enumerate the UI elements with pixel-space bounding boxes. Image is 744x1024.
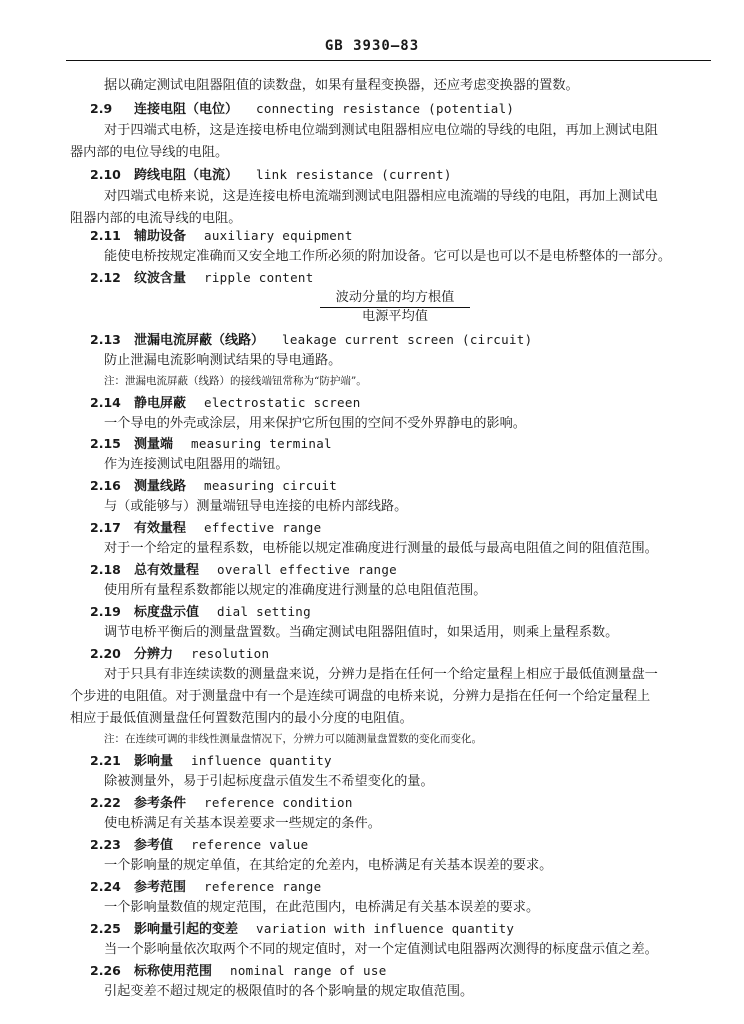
term-chinese: 连接电阻（电位） [134,102,239,117]
header-rule [66,60,711,61]
definition-line: 一个影响量的规定单值，在其给定的允差内，电桥满足有关基本误差的要求。 [104,858,553,873]
definition-line: 阻器内部的电流导线的电阻。 [70,211,242,226]
term-chinese: 有效量程 [134,521,187,536]
term-chinese: 参考范围 [134,880,187,895]
term-english: link resistance (current) [256,167,452,182]
term-chinese: 标称使用范围 [134,964,213,979]
term-2-18 [90,562,397,579]
definition-line: 一个影响量数值的规定范围，在此范围内，电桥满足有关基本误差的要求。 [104,900,540,915]
term-2-20 [90,646,269,663]
term-2-21 [90,753,332,770]
term-2-9 [90,101,514,118]
term-number: 2.14 [90,395,121,410]
term-2-13 [90,332,532,349]
note-line: 注：泄漏电流屏蔽（线路）的接线端钮常称为“防护端”。 [104,375,367,387]
term-english: overall effective range [217,562,398,577]
definition-line: 防止泄漏电流影响测试结果的导电通路。 [104,353,342,368]
term-chinese: 影响量 [134,754,174,769]
term-number: 2.16 [90,478,121,493]
term-2-26 [90,963,387,980]
term-chinese: 测量线路 [134,479,187,494]
term-2-16 [90,478,337,495]
term-number: 2.19 [90,604,121,619]
term-2-14 [90,395,361,412]
term-2-15 [90,436,332,453]
term-2-11 [90,228,353,245]
term-2-22 [90,795,353,812]
note-line: 注：在连续可调的非线性测量盘情况下，分辨力可以随测量盘置数的变化而变化。 [104,733,482,745]
term-number: 2.26 [90,963,121,978]
term-number: 2.18 [90,562,121,577]
term-chinese: 静电屏蔽 [134,396,187,411]
term-number: 2.10 [90,167,121,182]
definition-line: 相应于最低值测量盘任何置数范围内的最小分度的电阻值。 [70,711,413,726]
term-chinese: 辅助设备 [134,229,187,244]
term-2-24 [90,879,321,896]
term-2-23 [90,837,308,854]
definition-line: 对四端式电桥来说，这是连接电桥电流端到测试电阻器相应电流端的导线的电阻，再加上测试电 [104,189,658,204]
term-number: 2.20 [90,646,121,661]
term-english: auxiliary equipment [204,228,353,243]
term-chinese: 分辨力 [134,647,174,662]
term-english: resolution [191,646,270,661]
term-number: 2.24 [90,879,121,894]
term-chinese: 跨线电阻（电流） [134,168,239,183]
term-number: 2.17 [90,520,121,535]
term-chinese: 影响量引起的变差 [134,922,239,937]
term-2-25 [90,921,514,938]
term-chinese: 标度盘示值 [134,605,200,620]
term-english: leakage current screen (circuit) [282,332,533,347]
term-number: 2.12 [90,270,121,285]
term-number: 2.25 [90,921,121,936]
term-english: effective range [204,520,322,535]
term-number: 2.22 [90,795,121,810]
term-english: electrostatic screen [204,395,361,410]
term-number: 2.23 [90,837,121,852]
page-header: GB 3930—83 [324,38,420,54]
definition-line: 使电桥满足有关基本误差要求一些规定的条件。 [104,816,381,831]
formula-denominator: 电源平均值 [362,309,428,324]
definition-line: 引起变差不超过规定的极限值时的各个影响量的规定取值范围。 [104,984,474,999]
term-2-17 [90,520,321,537]
term-english: reference value [191,837,309,852]
term-english: influence quantity [191,753,332,768]
term-chinese: 参考值 [134,838,174,853]
term-english: variation with influence quantity [256,921,515,936]
term-chinese: 总有效量程 [134,563,200,578]
definition-line: 作为连接测试电阻器用的端钮。 [104,457,289,472]
term-number: 2.21 [90,753,121,768]
definition-line: 一个导电的外壳或涂层，用来保护它所包围的空间不受外界静电的影响。 [104,416,526,431]
definition-line: 调节电桥平衡后的测量盘置数。当确定测试电阻器阻值时，如果适用，则乘上量程系数。 [104,625,619,640]
term-chinese: 参考条件 [134,796,187,811]
definition-line: 除被测量外，易于引起标度盘示值发生不希望变化的量。 [104,774,434,789]
term-2-12 [90,270,314,287]
paragraph-line: 据以确定测试电阻器阻值的读数盘，如果有量程变换器，还应考虑变换器的置数。 [104,78,579,93]
definition-line: 个步进的电阻值。对于测量盘中有一个是连续可调盘的电桥来说，分辨力是指在任何一个给定量程上 [70,689,651,704]
term-2-19 [90,604,311,621]
term-english: nominal range of use [230,963,387,978]
term-2-10 [90,167,452,184]
definition-line: 能使电桥按规定准确而又安全地工作所必须的附加设备。它可以是也可以不是电桥整体的一部分。 [104,249,672,264]
definition-line: 器内部的电位导线的电阻。 [70,145,229,160]
definition-line: 对于四端式电桥，这是连接电桥电位端到测试电阻器相应电位端的导线的电阻，再加上测试电阻 [104,123,658,138]
term-english: measuring circuit [204,478,338,493]
term-chinese: 测量端 [134,437,174,452]
term-chinese: 泄漏电流屏蔽（线路） [134,333,265,348]
term-chinese: 纹波含量 [134,271,187,286]
definition-line: 与（或能够与）测量端钮导电连接的电桥内部线路。 [104,499,408,514]
term-english: ripple content [204,270,314,285]
definition-line: 对于只具有非连续读数的测量盘来说，分辨力是指在任何一个给定量程上相应于最低值测量盘一 [104,667,658,682]
term-number: 2.15 [90,436,121,451]
term-english: connecting resistance (potential) [256,101,515,116]
term-english: reference range [204,879,322,894]
definition-line: 使用所有量程系数都能以规定的准确度进行测量的总电阻值范围。 [104,583,487,598]
term-number: 2.11 [90,228,121,243]
term-english: dial setting [217,604,311,619]
term-number: 2.9 [90,101,113,116]
term-number: 2.13 [90,332,121,347]
formula-numerator: 波动分量的均方根值 [320,290,470,308]
definition-line: 当一个影响量依次取两个不同的规定值时，对一个定值测试电阻器两次测得的标度盘示值之差。 [104,942,658,957]
definition-line: 对于一个给定的量程系数，电桥能以规定准确度进行测量的最低与最高电阻值之间的阻值范围。 [104,541,658,556]
term-english: reference condition [204,795,353,810]
ripple-formula [320,290,470,325]
term-english: measuring terminal [191,436,332,451]
